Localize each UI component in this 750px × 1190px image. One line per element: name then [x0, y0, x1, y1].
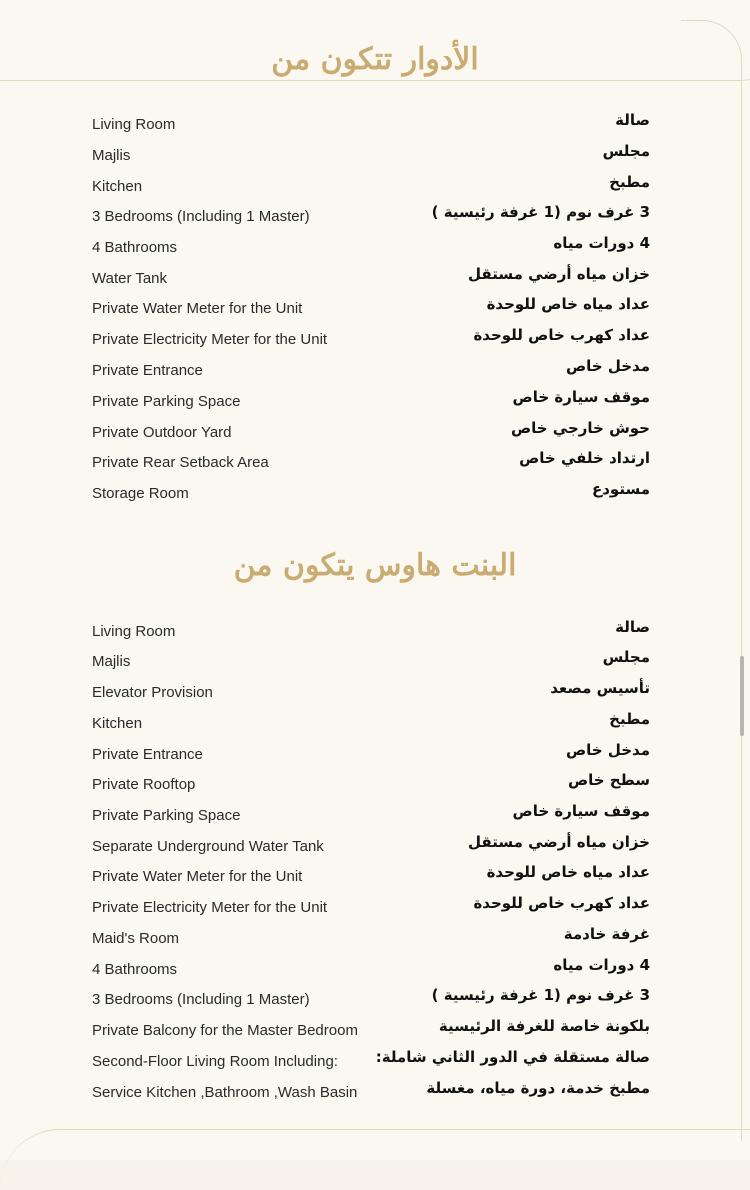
list-item — [92, 111, 650, 145]
item-label-ar: مدخل خاص — [566, 741, 650, 759]
item-label-en: Storage Room — [92, 485, 189, 502]
item-label-ar: موقف سيارة خاص — [512, 802, 650, 820]
item-label-en: Kitchen — [92, 178, 143, 195]
item-label-ar: تأسيس مصعد — [550, 679, 650, 697]
item-label-ar: مجلس — [602, 648, 650, 666]
item-label-ar: صالة — [615, 618, 650, 636]
list-item — [92, 1079, 650, 1113]
item-label-ar: 3 غرف نوم (1 غرفة رئيسية ) — [431, 986, 650, 1004]
item-label-en: Private Parking Space — [92, 393, 241, 410]
item-label-en: 4 Bathrooms — [92, 961, 178, 978]
item-label-ar: بلكونة خاصة للغرفة الرئيسية — [438, 1017, 650, 1035]
item-label-ar: موقف سيارة خاص — [512, 388, 650, 406]
item-label-en: Private Rooftop — [92, 776, 196, 793]
item-label-ar: خزان مياه أرضي مستقل — [468, 265, 650, 283]
item-label-en: Private Electricity Meter for the Unit — [92, 899, 328, 916]
item-label-en: Private Water Meter for the Unit — [92, 868, 303, 885]
item-label-en: Private Rear Setback Area — [92, 454, 269, 471]
item-label-en: 4 Bathrooms — [92, 239, 178, 256]
item-label-ar: عداد مياه خاص للوحدة — [486, 863, 650, 881]
item-label-en: Majlis — [92, 653, 131, 670]
item-label-en: Water Tank — [92, 270, 168, 287]
item-label-en: Living Room — [92, 623, 176, 640]
item-label-ar: مدخل خاص — [566, 357, 650, 375]
item-label-en: Private Entrance — [92, 362, 203, 379]
item-label-ar: عداد كهرب خاص للوحدة — [473, 894, 650, 912]
item-label-en: 3 Bedrooms (Including 1 Master) — [92, 208, 310, 225]
item-label-en: Second-Floor Living Room Including: — [92, 1053, 338, 1070]
section-title-floors: الأدوار تتكون من — [271, 42, 479, 77]
item-label-ar: صالة — [615, 111, 650, 129]
item-label-en: Living Room — [92, 116, 176, 133]
item-label-ar: مطبخ — [609, 710, 650, 728]
list-item — [92, 618, 650, 652]
item-label-en: Separate Underground Water Tank — [92, 838, 324, 855]
item-label-en: 3 Bedrooms (Including 1 Master) — [92, 991, 310, 1008]
section-title-penthouse: البنت هاوس يتكون من — [233, 548, 517, 583]
item-label-ar: 3 غرف نوم (1 غرفة رئيسية ) — [431, 203, 650, 221]
item-label-ar: ارتداد خلفي خاص — [519, 449, 650, 467]
item-label-en: Private Outdoor Yard — [92, 424, 232, 441]
item-label-ar: مطبخ خدمة، دورة مياه، مغسلة — [426, 1079, 650, 1097]
item-label-ar: مطبخ — [609, 173, 650, 191]
item-label-ar: مجلس — [602, 142, 650, 160]
item-label-ar: 4 دورات مياه — [553, 234, 650, 252]
list-item — [92, 741, 650, 775]
item-label-ar: عداد كهرب خاص للوحدة — [473, 326, 650, 344]
list-item — [92, 449, 650, 483]
item-label-en: Kitchen — [92, 715, 143, 732]
list-item — [92, 142, 650, 176]
list-item — [92, 480, 650, 514]
item-label-ar: سطح خاص — [567, 771, 650, 789]
item-label-ar: صالة مستقلة في الدور الثاني شاملة: — [375, 1048, 650, 1066]
item-label-en: Maid's Room — [92, 930, 180, 947]
item-label-ar: مستودع — [591, 480, 650, 498]
item-label-ar: خزان مياه أرضي مستقل — [468, 833, 650, 851]
item-label-ar: حوش خارجي خاص — [510, 419, 650, 437]
item-label-en: Elevator Provision — [92, 684, 213, 701]
item-label-en: Private Electricity Meter for the Unit — [92, 331, 328, 348]
item-label-en: Majlis — [92, 147, 131, 164]
item-label-en: Service Kitchen ,Bathroom ,Wash Basin — [92, 1084, 358, 1101]
item-label-en: Private Balcony for the Master Bedroom — [92, 1022, 358, 1039]
scrollbar-thumb[interactable] — [740, 656, 744, 736]
item-label-ar: عداد مياه خاص للوحدة — [486, 295, 650, 313]
item-label-ar: 4 دورات مياه — [553, 956, 650, 974]
item-label-en: Private Entrance — [92, 746, 203, 763]
list-item — [92, 679, 650, 713]
item-label-ar: غرفة خادمة — [563, 925, 650, 943]
item-label-en: Private Water Meter for the Unit — [92, 300, 303, 317]
item-label-en: Private Parking Space — [92, 807, 241, 824]
